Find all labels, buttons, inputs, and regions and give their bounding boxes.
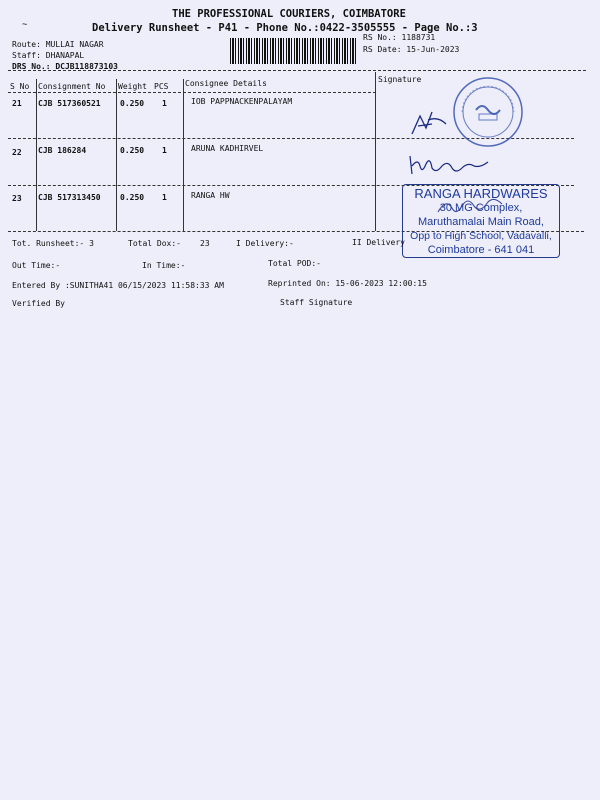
row-2-pcs: 1	[162, 146, 167, 155]
col-sep-3	[183, 79, 184, 231]
stamp-line-3: Maruthamalai Main Road,	[418, 216, 544, 228]
entered-by: Entered By :SUNITHA41 06/15/2023 11:58:33 AM	[12, 281, 224, 290]
col-sep-4	[375, 72, 376, 231]
barcode	[230, 38, 358, 64]
verified-by: Verified By	[12, 299, 65, 308]
row-1-details: IOB PAPPNACKENPALAYAM	[191, 97, 293, 106]
header-details: Consignee Details	[185, 79, 267, 88]
stamp-line-2: 30 MG Complex,	[439, 202, 523, 214]
header-consignment: Consignment No	[38, 82, 106, 91]
signature-row-2-icon	[406, 150, 496, 178]
company-title: THE PROFESSIONAL COURIERS, COIMBATORE	[172, 8, 406, 20]
ii-delivery: II Delivery	[352, 238, 405, 247]
runsheet-title: Delivery Runsheet - P41 - Phone No.:0422-3505555 - Page No.:3	[92, 22, 478, 34]
row-3-weight: 0.250	[120, 193, 145, 202]
round-seal-stamp-icon	[452, 76, 524, 148]
header-sno: S No	[10, 82, 30, 91]
row-2-consignment: CJB 186284	[38, 146, 87, 155]
stamp-line-5: Coimbatore - 641 041	[427, 244, 535, 256]
rubber-stamp-icon	[402, 184, 560, 258]
header-signature: Signature	[378, 75, 422, 84]
row-3-consignment: CJB 517313450	[38, 193, 101, 202]
staff-signature: Staff Signature	[280, 298, 353, 307]
total-dox-label: Total Dox:-	[128, 239, 181, 248]
col-sep-1	[36, 79, 37, 231]
row-2-details: ARUNA KADHIRVEL	[191, 144, 264, 153]
signature-row-1-icon	[408, 106, 450, 140]
rs-number: RS No.: 1188731	[363, 33, 436, 42]
row-1-consignment: CJB 517360521	[38, 99, 101, 108]
rule-header	[8, 92, 376, 93]
stamp-line-4: Opp to High School, Vadavalli,	[410, 230, 552, 242]
total-dox-value: 23	[200, 239, 210, 248]
row-3-pcs: 1	[162, 193, 167, 202]
row-1-sno: 21	[12, 99, 22, 108]
col-sep-2	[116, 79, 117, 231]
reprinted-on: Reprinted On: 15-06-2023 12:00:15	[268, 279, 427, 288]
in-time: In Time:-	[142, 261, 186, 270]
drs-number: DRS No.: DCJB118873103	[12, 62, 118, 71]
row-2-sno: 22	[12, 148, 22, 157]
rule-top	[8, 70, 586, 71]
i-delivery: I Delivery:-	[236, 239, 294, 248]
out-time: Out Time:-	[12, 261, 61, 270]
total-pod: Total POD:-	[268, 259, 321, 268]
row-3-sno: 23	[12, 194, 22, 203]
row-2-weight: 0.250	[120, 146, 145, 155]
row-1-weight: 0.250	[120, 99, 145, 108]
corner-mark: ~	[22, 20, 28, 30]
header-weight: Weight	[118, 82, 147, 91]
row-3-details: RANGA HW	[191, 191, 230, 200]
staff: Staff: DHANAPAL	[12, 51, 85, 60]
stamp-line-1: RANGA HARDWARES	[414, 186, 548, 201]
header-pcs: PCS	[154, 82, 169, 91]
rs-date: RS Date: 15-Jun-2023	[363, 45, 460, 54]
row-1-pcs: 1	[162, 99, 167, 108]
total-runsheet: Tot. Runsheet:- 3	[12, 239, 94, 248]
route: Route: MULLAI NAGAR	[12, 40, 104, 49]
